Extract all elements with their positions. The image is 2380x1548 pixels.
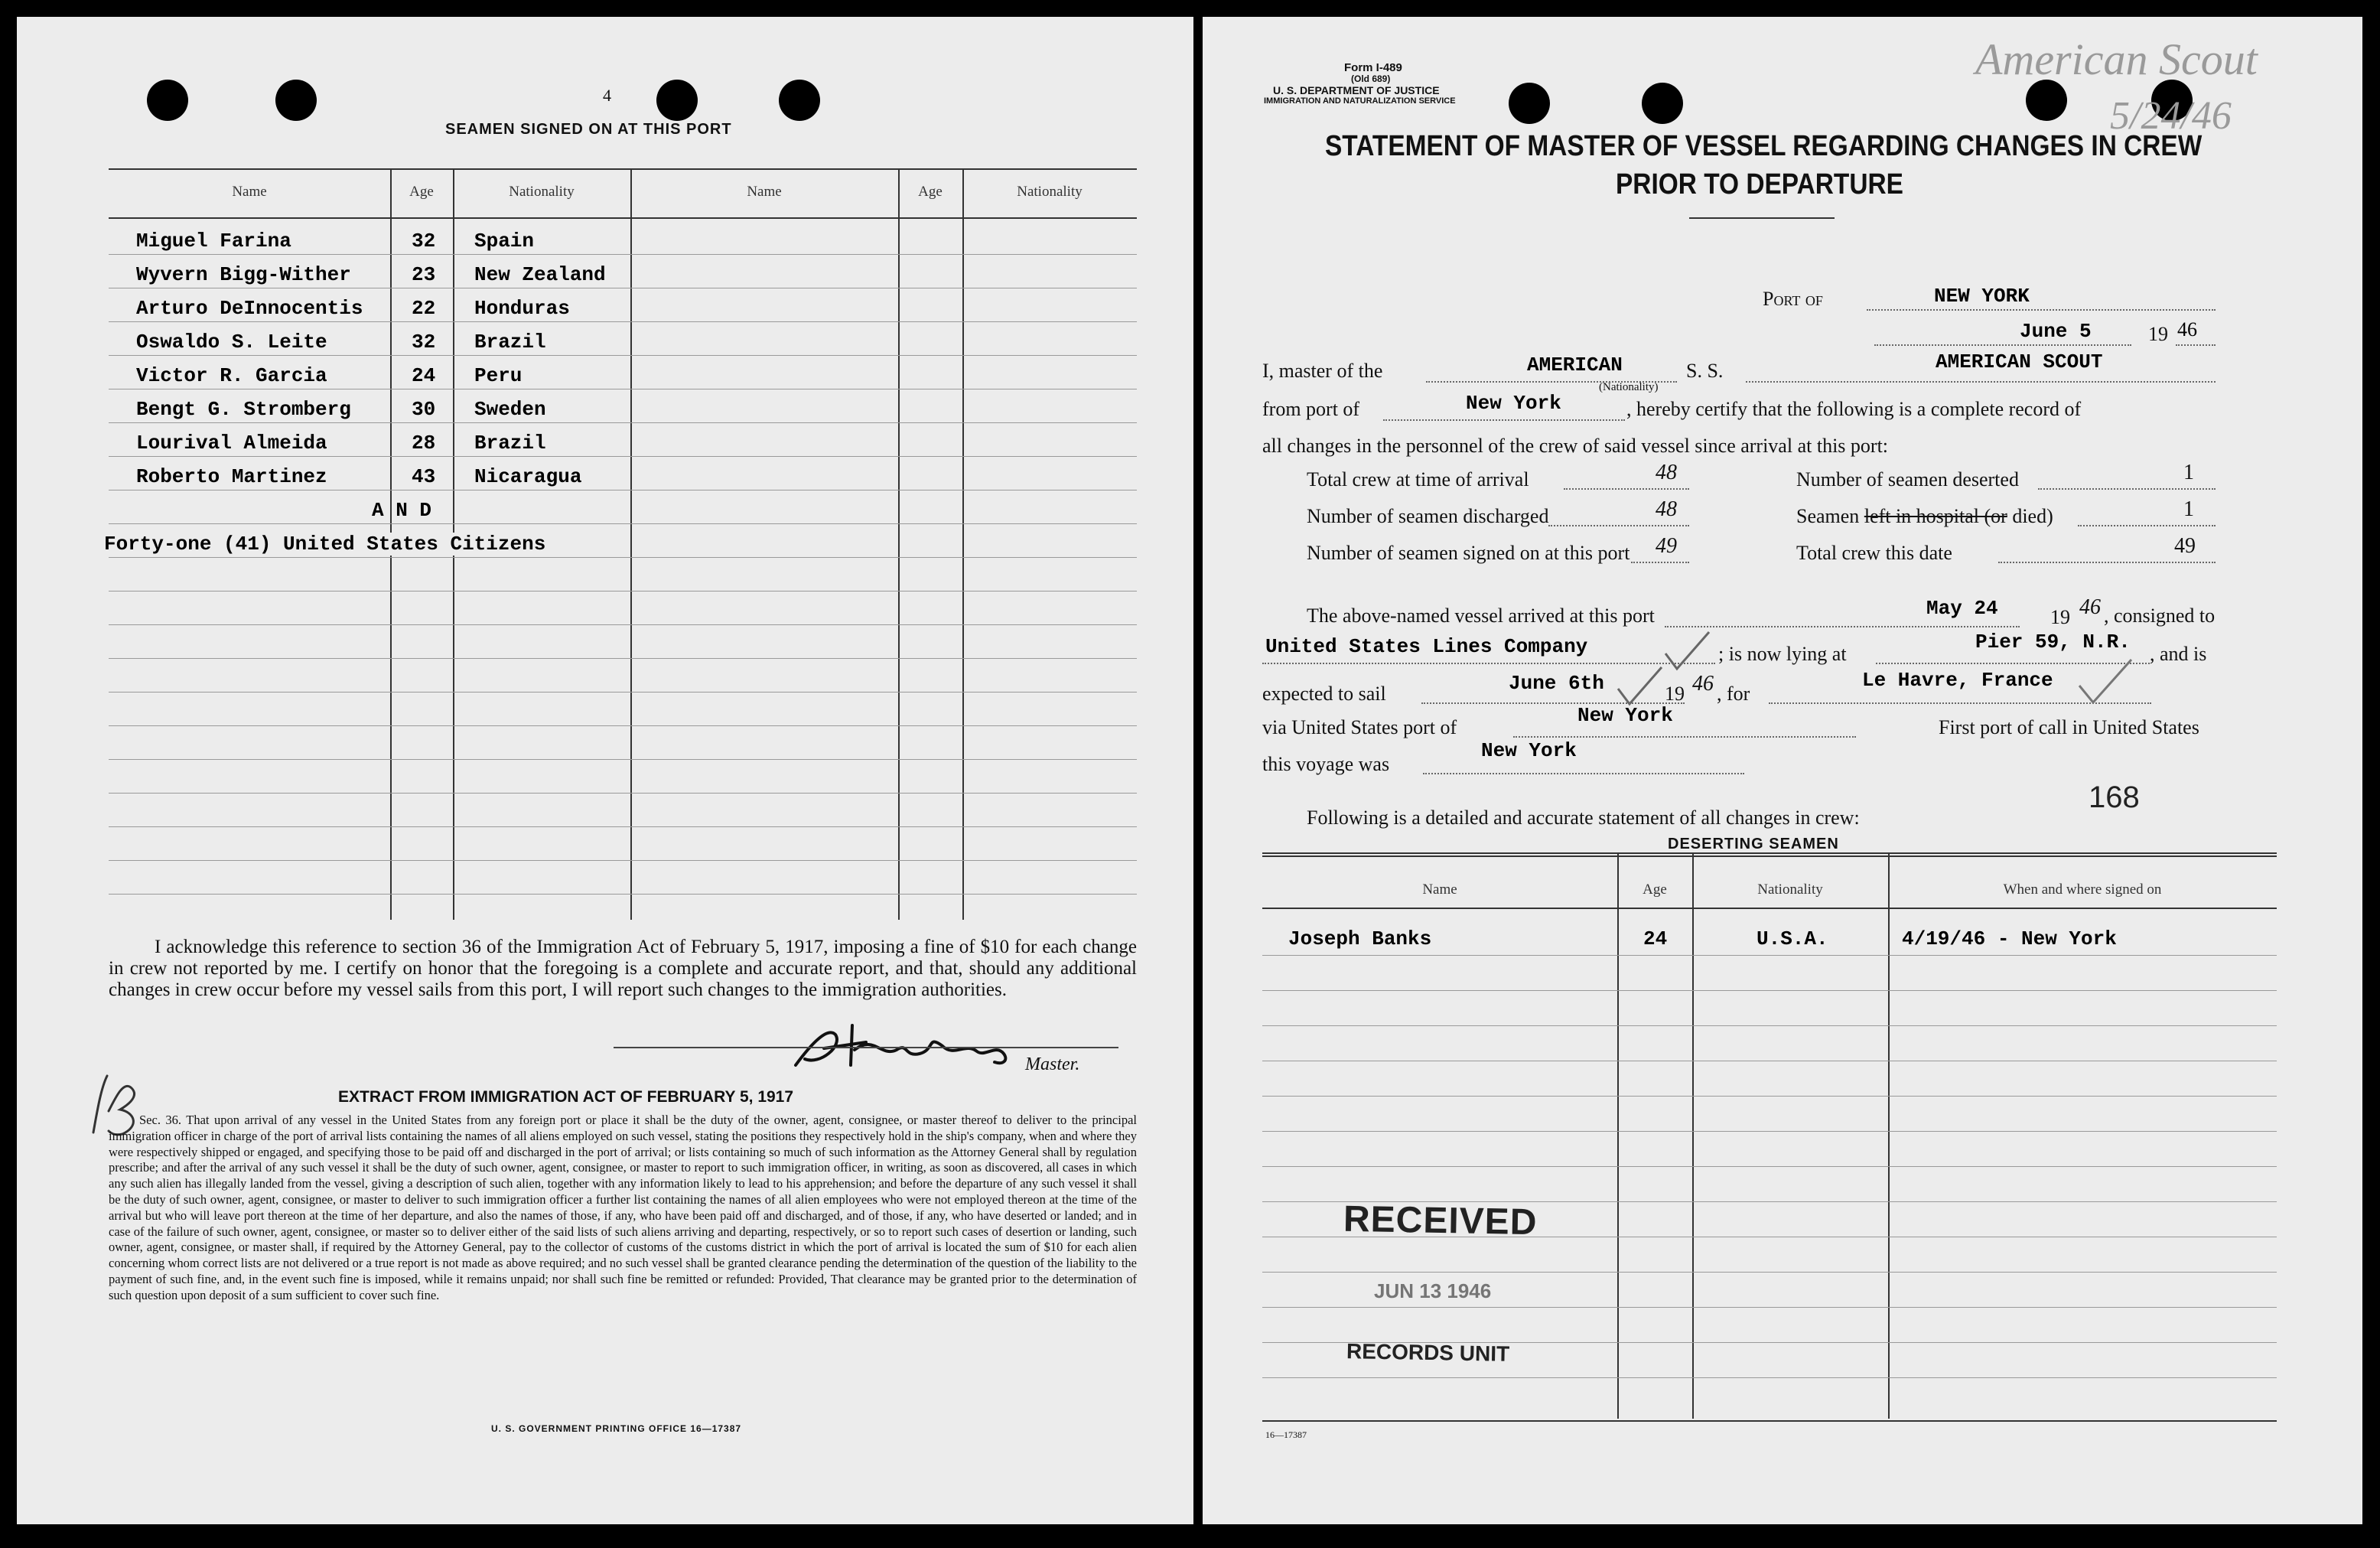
- discharged-value: 48: [1656, 497, 1677, 521]
- lying-label: ; is now lying at: [1718, 643, 1847, 665]
- footer-code: 16—17387: [1265, 1429, 1307, 1440]
- column-header: Name: [747, 184, 782, 200]
- crew-name: Victor R. Garcia: [136, 364, 327, 387]
- crew-nationality: Peru: [474, 364, 523, 387]
- nationality-value: AMERICAN: [1527, 354, 1623, 376]
- records-unit-stamp: RECORDS UNIT: [1346, 1339, 1510, 1366]
- form-old-number: (Old 689): [1351, 73, 1391, 84]
- dot-leader: [2038, 488, 2216, 490]
- dot-leader: [1631, 562, 1689, 563]
- punch-hole: [275, 80, 317, 121]
- table-rule: [1262, 1272, 2277, 1273]
- table-rule: [1262, 1131, 2277, 1132]
- stamp-number: 168: [2089, 781, 2140, 814]
- arrived-label: The above-named vessel arrived at this port: [1307, 605, 1655, 627]
- crew-name: Roberto Martinez: [136, 465, 327, 488]
- table-bottom-rule: [1262, 1420, 2277, 1422]
- deserter-signed-on: 4/19/46 - New York: [1902, 927, 2117, 950]
- crew-age: 32: [412, 230, 436, 253]
- crew-age: 23: [412, 263, 436, 286]
- expected-label: expected to sail: [1262, 683, 1386, 705]
- column-header: When and where signed on: [2003, 882, 2162, 898]
- ship-name: AMERICAN SCOUT: [1936, 350, 2103, 373]
- port-line: [1867, 309, 2216, 311]
- certify-text: , hereby certify that the following is a complete record of: [1626, 398, 2082, 420]
- check-mark: [1614, 664, 1668, 710]
- voyage-port: New York: [1481, 739, 1577, 762]
- citizens-text: Forty-one (41) United States Citizens: [104, 533, 550, 556]
- handwritten-date: 5/24/46: [2110, 94, 2232, 138]
- arrived-line: [1665, 626, 2020, 627]
- table-rule: [109, 523, 1137, 524]
- following-label: Following is a detailed and accurate statement of all changes in crew:: [1307, 807, 1860, 829]
- seamen-signed-on-table: [104, 168, 1137, 920]
- statement-title: STATEMENT OF MASTER OF VESSEL REGARDING CHANGES IN CREW: [1325, 130, 2203, 162]
- port-label: Port of: [1763, 288, 1823, 310]
- handwritten-ship-note: American Scout: [1975, 34, 2258, 84]
- table-rule: [1262, 1307, 2277, 1308]
- table-rule: [109, 860, 1137, 861]
- ship-line: [1746, 381, 2216, 383]
- crew-age: 22: [412, 297, 436, 320]
- dot-leader: [2078, 525, 2216, 526]
- deserting-title: DESERTING SEAMEN: [1668, 836, 1839, 852]
- year-line: [2176, 344, 2216, 346]
- master-of-label: I, master of the: [1262, 360, 1383, 382]
- crew-age: 24: [412, 364, 436, 387]
- crew-name: Arturo DeInnocentis: [136, 297, 363, 320]
- table-rule: [109, 456, 1137, 457]
- table-rule: [109, 826, 1137, 827]
- column-header: Nationality: [1757, 882, 1823, 898]
- table-rule: [109, 557, 1137, 558]
- check-mark: [1662, 629, 1715, 675]
- column-header: Age: [409, 184, 434, 200]
- table-rule: [109, 321, 1137, 322]
- check-mark: [2075, 655, 2136, 709]
- via-label: via United States port of: [1262, 716, 1457, 738]
- table-rule: [1262, 1096, 2277, 1097]
- consigned-label: , consigned to: [2104, 605, 2216, 627]
- discharged-label: Number of seamen discharged: [1307, 505, 1549, 527]
- port-value: NEW YORK: [1934, 285, 2030, 308]
- deserter-nationality: U.S.A.: [1757, 927, 1828, 950]
- crew-nationality: Brazil: [474, 432, 546, 455]
- signed-on-label: Number of seamen signed on at this port: [1307, 542, 1630, 564]
- signature-line: [614, 1047, 1118, 1048]
- table-rule: [109, 894, 1137, 895]
- year-value: 46: [2177, 318, 2197, 341]
- table-rule: [109, 422, 1137, 423]
- crew-age: 30: [412, 398, 436, 421]
- crew-name: Bengt G. Stromberg: [136, 398, 351, 421]
- and-text: A N D: [372, 499, 432, 522]
- table-rule: [1262, 1025, 2277, 1026]
- deserting-seamen-table: [1262, 852, 2277, 1419]
- total-date-value: 49: [2174, 534, 2196, 558]
- voyage-line: [1423, 773, 1744, 774]
- crew-age: 43: [412, 465, 436, 488]
- page-number: 4: [603, 86, 611, 105]
- crew-name: Miguel Farina: [136, 230, 291, 253]
- arrived-year: 46: [2079, 595, 2101, 619]
- table-rule: [109, 355, 1137, 356]
- arrived-date: May 24: [1926, 597, 1998, 620]
- acknowledgement-text: I acknowledge this reference to section 36 of the Immigration Act of February 5, 1917, imposing a fine of $10 for each change in crew not reported by me. I certify on honor that the foregoing is a complete and accurate report, and that, should any additional changes in crew occur before my vessel sails from this port, I will report such changes to the immigration authorities.: [109, 937, 1137, 1000]
- department: U. S. DEPARTMENT OF JUSTICE: [1273, 84, 1440, 96]
- punch-hole: [779, 80, 820, 121]
- master-signature: [782, 1012, 1027, 1080]
- extract-text: Sec. 36. That upon arrival of any vessel in the United States from any foreign port or place it shall be the duty of the owner, agent, consignee, or master thereof to deliver to the principal immigration officer in charge of the port of arrival lists containing the names of all aliens employed on such vessel, stating the positions they respectively hold in the ship's company, when and where they were respectively shipped or engaged, and specifying those to be paid off and discharged in the port of arrival; or lists containing so much of such information as the Attorney General shall by regulation prescribe; and after the arrival of any such vessel it shall be the duty of such owner, agent, consignee, or master to report to such immigration officer, in writing, as soon as discovered, all cases in which any such alien has illegally landed from the vessel, giving a description of such alien, together with any information likely to lead to his apprehension; and before the departure of any such vessel it shall be the duty of such owner, agent, consignee, or master to deliver to such immigration officer a further list containing the names of all alien employees who were not employed thereon at the time of the arrival but who will leave port thereon at the time of her departure, and also the names of those, if any, who have been paid off and discharged, and of those, if any, who have deserted or landed; and in case of the failure of such owner, agent, consignee, or master so to deliver either of the said lists of such aliens arriving and departing, respectively, or so to report such cases of desertion or landing, such owner, agent, consignee, or master shall, if required by the Attorney General, pay to the collector of customs of the customs district in which the port of arrival is located the sum of $10 for each alien concerning whom correct lists are not delivered or a true report is not made as above required; and no such vessel shall be granted clearance pending the determination of the question of the liability to the payment of such fine, and, in the event such fine is imposed, while it remains unpaid; nor shall such fine be remitted or refunded: Provided, That clearance may be granted prior to the determination of such question upon deposit of a sum sufficient to cover such fine.: [109, 1113, 1137, 1302]
- deserter-age: 24: [1643, 927, 1668, 950]
- crew-nationality: Honduras: [474, 297, 570, 320]
- date-line: [1874, 344, 2131, 346]
- column-header: Age: [918, 184, 943, 200]
- table-rule: [109, 725, 1137, 726]
- column-header: Nationality: [1017, 184, 1083, 200]
- received-stamp-date: JUN 13 1946: [1374, 1279, 1492, 1302]
- column-header: Age: [1643, 882, 1667, 898]
- service: IMMIGRATION AND NATURALIZATION SERVICE: [1264, 96, 1456, 106]
- first-port-label: First port of call in United States: [1939, 716, 2199, 738]
- via-port: New York: [1577, 704, 1673, 727]
- for-label: , for: [1717, 683, 1750, 705]
- punch-hole: [2026, 80, 2067, 121]
- ss-label: S. S.: [1686, 360, 1724, 382]
- destination: Le Havre, France: [1862, 669, 2053, 692]
- crew-nationality: Brazil: [474, 331, 546, 354]
- pier: Pier 59, N.R.: [1975, 631, 2131, 653]
- punch-hole: [147, 80, 188, 121]
- printing-office: U. S. GOVERNMENT PRINTING OFFICE 16—17387: [491, 1423, 742, 1434]
- crew-name: Oswaldo S. Leite: [136, 331, 327, 354]
- nationality-caption: (Nationality): [1599, 381, 1659, 393]
- punch-hole: [656, 80, 698, 121]
- and-is-label: , and is: [2150, 643, 2207, 665]
- dot-leader: [1998, 562, 2216, 563]
- right-page: [1203, 17, 2362, 1524]
- voyage-label: this voyage was: [1262, 753, 1390, 775]
- table-rule: [1262, 1166, 2277, 1167]
- received-stamp: RECEIVED: [1343, 1198, 1538, 1243]
- hospital-value: 1: [2183, 497, 2194, 521]
- date-value: June 5: [2020, 320, 2092, 343]
- left-title: SEAMEN SIGNED ON AT THIS PORT: [445, 121, 732, 138]
- left-page: [17, 17, 1193, 1524]
- statement-subtitle: PRIOR TO DEPARTURE: [1616, 168, 1903, 200]
- crew-name: Lourival Almeida: [136, 432, 327, 455]
- consignee: United States Lines Company: [1265, 635, 1588, 658]
- all-changes-text: all changes in the personnel of the crew of said vessel since arrival at this port:: [1262, 435, 1889, 457]
- from-port-label: from port of: [1262, 398, 1360, 420]
- table-rule: [1262, 990, 2277, 991]
- crew-nationality: Nicaragua: [474, 465, 582, 488]
- table-rule: [109, 254, 1137, 255]
- punch-hole: [1642, 83, 1683, 124]
- master-label: Master.: [1025, 1054, 1080, 1074]
- form-number: Form I-489: [1344, 61, 1402, 74]
- crew-age: 32: [412, 331, 436, 354]
- column-header: Name: [1422, 882, 1457, 898]
- deserted-label: Number of seamen deserted: [1796, 468, 2019, 490]
- table-rule: [109, 658, 1137, 659]
- total-arrival-label: Total crew at time of arrival: [1307, 468, 1529, 490]
- year-prefix: 19: [2148, 323, 2168, 345]
- table-rule: [1262, 1377, 2277, 1378]
- crew-nationality: Spain: [474, 230, 535, 253]
- total-date-label: Total crew this date: [1796, 542, 1952, 564]
- dot-leader: [1548, 525, 1689, 526]
- from-port-value: New York: [1466, 392, 1561, 415]
- hospital-label: Seamen left in hospital (or died): [1796, 505, 2053, 527]
- arrived-year-prefix: 19: [2050, 606, 2070, 628]
- column-header: Name: [232, 184, 267, 200]
- crew-nationality: Sweden: [474, 398, 546, 421]
- table-rule: [109, 692, 1137, 693]
- crew-name: Wyvern Bigg-Wither: [136, 263, 351, 286]
- table-rule: [109, 759, 1137, 760]
- total-arrival-value: 48: [1656, 461, 1677, 484]
- crew-nationality: New Zealand: [474, 263, 606, 286]
- sail-year: 46: [1692, 672, 1714, 696]
- table-rule: [109, 793, 1137, 794]
- table-rule: [1262, 955, 2277, 956]
- table-rule: [109, 624, 1137, 625]
- deserted-value: 1: [2183, 461, 2194, 484]
- via-line: [1513, 736, 1856, 738]
- sail-date: June 6th: [1509, 672, 1604, 695]
- crew-age: 28: [412, 432, 436, 455]
- extract-title: EXTRACT FROM IMMIGRATION ACT OF FEBRUARY 5, 1917: [338, 1088, 794, 1106]
- sail-year-prefix: 19: [1665, 683, 1685, 705]
- deserter-name: Joseph Banks: [1288, 927, 1432, 950]
- signed-on-value: 49: [1656, 534, 1677, 558]
- title-rule: [1689, 217, 1835, 219]
- column-header: Nationality: [509, 184, 575, 200]
- dot-leader: [1564, 488, 1689, 490]
- from-port-line: [1383, 419, 1625, 421]
